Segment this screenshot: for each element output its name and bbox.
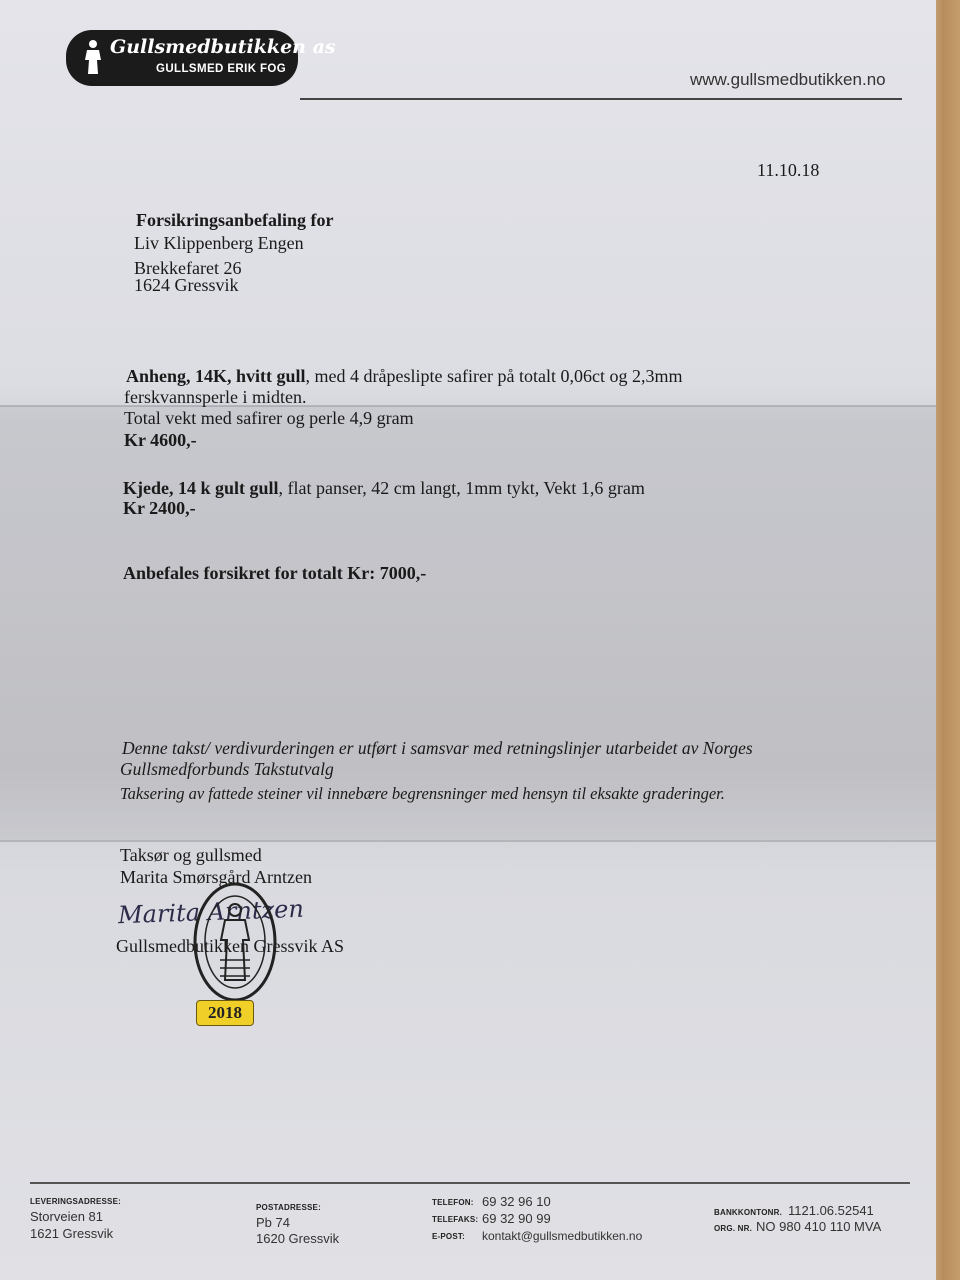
email-address: kontakt@gullsmedbutikken.no [482,1229,643,1243]
table-background [932,0,960,1280]
recipient-street: Brekkefaret 26 [134,258,242,278]
fold-line [0,840,936,842]
header-rule [300,98,902,100]
delivery-street: Storveien 81 [30,1209,103,1224]
item-description [126,366,682,387]
email-label: E-POST: [432,1232,465,1241]
fax-number: 69 32 90 99 [482,1211,551,1226]
stamp-year-badge: 2018 [196,1000,254,1026]
disclaimer-line: Denne takst/ verdivurderingen er utført i samsvar med retningslinjer utarbeidet av Norges [122,738,753,758]
item-name: Anheng, 14K, hvitt gull [126,366,306,386]
signer-name: Marita Smørsgård Arntzen [120,867,312,887]
footer-rule [30,1182,910,1184]
goldsmith-figure-icon [82,38,104,76]
recipient-city: 1624 Gressvik [134,275,239,295]
insurance-total: Anbefales forsikret for totalt Kr: 7000,- [123,563,427,583]
item-name: Kjede, 14 k gult gull [123,478,279,498]
signer-role: Taksør og gullsmed [120,845,262,865]
item-weight: Total vekt med safirer og perle 4,9 gram [124,408,414,428]
item-detail: , med 4 dråpeslipte safirer på totalt 0,06ct og 2,3mm [305,366,683,386]
org-number: NO 980 410 110 MVA [756,1219,882,1234]
recipient-name: Liv Klippenberg Engen [134,233,304,253]
item-price: Kr 2400,- [123,498,196,518]
phone-label: TELEFON: [432,1198,474,1207]
signer-company: Gullsmedbutikken Gressvik AS [116,936,344,956]
logo-name: Gullsmedbutikken as [110,36,336,58]
postal-city: 1620 Gressvik [256,1231,340,1246]
company-logo [66,30,336,86]
item-detail-line: ferskvannsperle i midten. [124,387,307,407]
handwritten-signature: Marita Arntzen [117,894,305,930]
item-price: Kr 4600,- [124,430,197,450]
item-detail: , flat panser, 42 cm langt, 1mm tykt, Vekt 1,6 gram [278,478,645,498]
postal-box: Pb 74 [256,1215,290,1230]
item-description [123,478,645,499]
bank-account-number: 1121.06.52541 [788,1203,874,1218]
logo-subtitle: GULLSMED ERIK FOG [156,63,287,75]
document-date: 11.10.18 [757,160,820,180]
delivery-city: 1621 Gressvik [30,1226,114,1241]
fax-label: TELEFAKS: [432,1215,479,1224]
delivery-address-label: LEVERINGSADRESSE: [30,1197,121,1206]
phone-number: 69 32 96 10 [482,1194,551,1209]
disclaimer-note: Taksering av fattede steiner vil innebære begrensninger med hensyn til eksakte graderinger. [120,784,725,803]
disclaimer-line: Gullsmedforbunds Takstutvalg [120,759,334,779]
org-number-label: ORG. NR. [714,1224,753,1233]
postal-address-label: POSTADRESSE: [256,1203,321,1212]
website-url: www.gullsmedbutikken.no [690,70,886,89]
recipient-title: Forsikringsanbefaling for [136,210,334,230]
bank-account-label: BANKKONTONR. [714,1208,783,1217]
